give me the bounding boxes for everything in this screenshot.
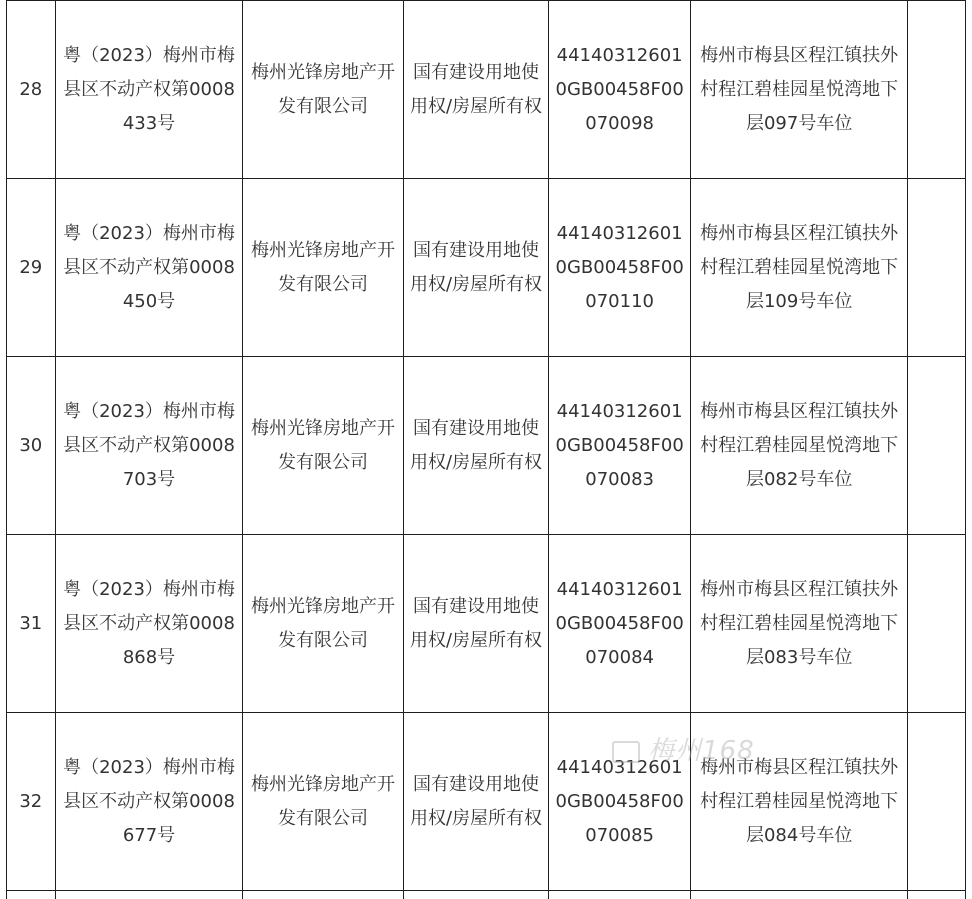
table-row [7, 535, 966, 713]
property-location: 梅州市梅县区程江镇扶外村程江碧桂园星悦湾地下层109号车位 [690, 179, 908, 357]
property-location: 梅州市梅县区程江镇扶外村程江碧桂园星悦湾地下层097号车位 [690, 1, 908, 179]
owner-name: 梅州光锋房地产开发有限公司 [243, 1, 403, 179]
table-row [7, 357, 966, 535]
table-row [7, 713, 966, 891]
certificate-number: 粤（2023）梅州市梅县区不动产权第0008677号 [55, 713, 243, 891]
right-type: 国有建设用地使用权/房屋所有权 [403, 179, 549, 357]
right-type: 国有建设用地使用权/房屋所有权 [403, 535, 549, 713]
certificate-number: 粤（2023）梅州市梅县区不动产权第0008450号 [55, 179, 243, 357]
row-number: 32 [7, 713, 56, 891]
row-number: 30 [7, 357, 56, 535]
property-location: 梅州市梅县区程江镇扶外村程江碧桂园星悦湾地下层083号车位 [690, 535, 908, 713]
owner-name: 梅州光锋房地产开发有限公司 [243, 179, 403, 357]
property-location: 梅州市梅县区程江镇扶外村程江碧桂园星悦湾地下层082号车位 [690, 357, 908, 535]
unit-number: 441403126010GB00458F00070083 [549, 357, 690, 535]
row-number: 31 [7, 535, 56, 713]
watermark-text: 梅州168 [648, 736, 755, 766]
row-number: 28 [7, 1, 56, 179]
right-type: 国有建设用地使用权/房屋所有权 [403, 713, 549, 891]
right-type: 国有建设用地使用权/房屋所有权 [403, 357, 549, 535]
certificate-number: 粤（2023）梅州市梅县区不动产权第0008703号 [55, 357, 243, 535]
right-type: 国有建设用地使用权/房屋所有权 [403, 1, 549, 179]
owner-name: 梅州光锋房地产开发有限公司 [243, 357, 403, 535]
owner-name: 梅州光锋房地产开发有限公司 [243, 535, 403, 713]
property-location: 梅州市梅县区程江镇扶外村程江碧桂园星悦湾地下层084号车位 [690, 713, 908, 891]
certificate-number: 粤（2023）梅州市梅县区不动产权第0008868号 [55, 535, 243, 713]
extra-cell [908, 713, 966, 891]
extra-cell [908, 1, 966, 179]
unit-number: 441403126010GB00458F00070084 [549, 535, 690, 713]
unit-number: 441403126010GB00458F00070110 [549, 179, 690, 357]
owner-name: 梅州光锋房地产开发有限公司 [243, 713, 403, 891]
unit-number: 441403126010GB00458F00070098 [549, 1, 690, 179]
extra-cell [908, 179, 966, 357]
certificate-number: 粤（2023）梅州市梅县区不动产权第0008433号 [55, 1, 243, 179]
table-row [7, 179, 966, 357]
row-number: 29 [7, 179, 56, 357]
table-row [7, 1, 966, 179]
property-rights-table [6, 0, 966, 899]
extra-cell [908, 357, 966, 535]
extra-cell [908, 535, 966, 713]
unit-number: 441403126010GB00458F00070085 [549, 713, 690, 891]
